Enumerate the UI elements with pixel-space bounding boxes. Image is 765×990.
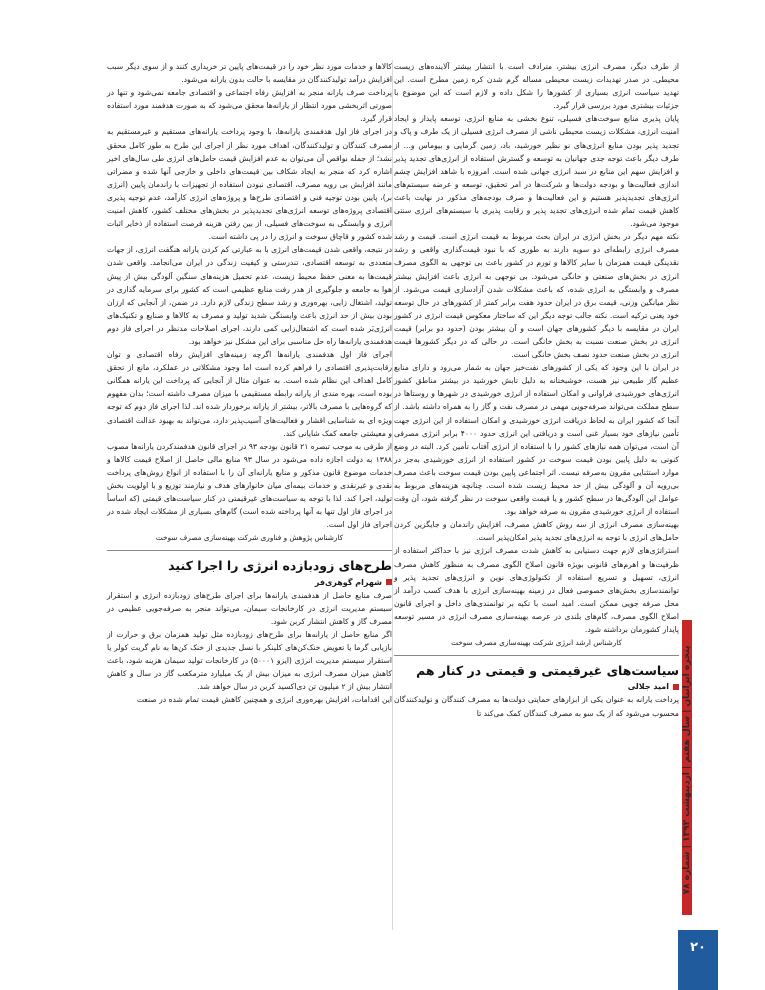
page-number: ۲۰ (678, 930, 718, 990)
paragraph: اگر منابع حاصل از یارانه‌ها برای طرح‌های زودبازده مثل تولید همزمان برق و حرارت از بازیابی گرما یا تعویض خنک‌کن‌های کلینکر با نسل جدیدی از خنک کن‌ها به نام گریت کولر یا استقرار سیستم مدیریت انرژی (ایزو ۵۰۰۰۱) در کارخانجات تولید سیمان هزینه شود، باعث کاهش میزان مصرف انرژی به میزان بیش از یک میلیارد مترمکعب گاز در سال و کاهش انتشار بیش از ۲ میلیون تن دی‌اکسید کربن در سال خواهد شد. (107, 629, 392, 692)
paragraph: استراتژی‌های لازم جهت دستیابی به کاهش شدت مصرف انرژی نیز با حداکثر استفاده از ظرفیت‌ها و اهرم‌های قانونی بویژه قانون اصلاح الگوی مصرف به منظور کاهش مصرف انرژی، تسهیل و تسریع استفاده از تکنولوژی‌های نوین و انرژی‌های تجدید پذیر و توانمندسازی بخش‌های خصوصی فعال در زمینه بهینه‌سازی انرژی با هدف کسب درآمد از محل صرفه جویی ممکن است. امید است با تکیه بر توانمندی‌های داخل و اجرای قانون اصلاح الگوی مصرف، گام‌های بلندی در عرصه بهینه‌سازی مصرف انرژی در مسیر توسعه پایدار کشورمان برداشته شود. (394, 546, 679, 635)
paragraph: پرداخت صرف یارانه منجر به افزایش رفاه اجتماعی و اقتصادی جامعه نمی‌شود و تنها در صورتی اثربخشی مورد انتظار از یارانه‌ها محقق می‌شود که به صورت هدفمند مورد استفاده قرار گیرد. (107, 88, 392, 124)
section-divider (107, 550, 392, 551)
paragraph: اجرای فاز اول هدفمندی یارانه‌ها اگرچه زمینه‌های افزایش رفاه اقتصادی و توان رقابت‌پذیری اقتصادی را فراهم کرده است اما وجود مشکلاتی در عملکرد، مانع از تحقق کامل اهداف این نظام شده است. به عنوان مثال از آنجایی که پرداخت این یارانه همگانی بوده است، بهره مندی از یارانه رابطه مستقیمی با میزان مصرف داشته است؛ بدان مفهوم که گروه‌هایی با مصرف بالاتر، بیشتر از یارانه برخوردار شده اند. لذا اجرای فاز دوم که توجه ویژه ای به شناسایی اقشار و فعالیت‌های آسیب‌پذیر دارد، می‌تواند به بهبود عدالت اقتصادی و معیشتی جامعه کمک شایانی کند. (106, 350, 392, 438)
paragraph: از طرف دیگر، مصرف انرژی بیشتر، مترادف است با انتشار بیشتر آلاینده‌های زیست محیطی. در صدر تهدیدات زیست محیطی مساله گرم شدن کره زمین مطرح است. این تهدید سیاست انرژی بسیاری از کشورها را شکل داده و لازم است که این موضوع با جزئیات بیشتری مورد بررسی قرار گیرد. (394, 62, 679, 111)
bullet-square-icon (673, 684, 679, 690)
article-title: طرح‌های زودبازده انرژی را اجرا کنید (168, 558, 392, 574)
author-credit: کارشناس پژوهش و فناوری شرکت بهینه‌سازی مصرف سوخت (155, 533, 344, 543)
section-divider (394, 655, 679, 656)
paragraph: در ایران با این وجود که یکی از کشورهای نفت‌خیز جهان به شمار می‌رود و دارای منابع عظیم گاز طبیعی نیز هست، خوشبختانه به دلیل تابش خورشید در بیشتر مناطق کشور انرژی‌های خورشیدی فراوانی و امکان استفاده از انرژی خورشیدی در شهرها و روستاها در سطح مملکت می‌تواند صرفه‌جویی مهمی در مصرف نفت و گاز را به همراه داشته باشد. از آنجا که کشور ایران به لحاظ دریافت انرژی خورشیدی و امکان استفاده از این انرژی جهت تأمین نیازهای خود بسیار غنی است و دریافتی این انرژی حدود ۴۰۰۰ برابر انرژی مصرفی آن است، می‌توان همه نیازهای کشور را با استفاده از انرژی آفتاب تأمین کرد. البته در وضع کنونی به دلیل پایین بودن قیمت سوخت در کشور استفاده از انرژی خورشیدی به‌جز در موارد استثنایی مقرون به‌صرفه نیست. اثر اجتماعی پایین بودن قیمت سوخت باعث مصرف بی‌رویه آن و آلودگی بیش از حد محیط زیست شده است. چنانچه هزینه‌های مربوط به عوامل این آلودگی‌ها در سطح کشور و یا قیمت واقعی سوخت در نظر گرفته شود، آن وقت استفاده از انرژی خورشیدی مقرون به صرفه خواهد بود. (394, 363, 679, 517)
paragraph: بهینه‌سازی مصرف انرژی از سه روش کاهش مصرف، افزایش راندمان و جایگزین کردن حامل‌های انرژی با توجه به انرژی‌های تجدید پذیر امکان‌پذیر است. (394, 520, 679, 543)
left-column (107, 60, 392, 707)
right-column (394, 60, 679, 720)
column-divider (392, 60, 393, 930)
author-name: امید جلالی (627, 682, 669, 692)
author-byline (394, 680, 679, 693)
paragraph: صرف منابع حاصل از هدفمندی یارانه‌ها برای اجرای طرح‌های زودبازده انرژی و استقرار سیستم مدیریت انرژی در کارخانجات سیمان، می‌تواند منجر به صرفه‌جویی عظیمی در مصرف گاز و کاهش انتشار کربن شود. (107, 590, 392, 626)
author-byline (107, 576, 392, 589)
bullet-square-icon (386, 579, 392, 585)
issue-label: پنجره ایرانیان | سال هفتم | اردیبهشت ۱۳۹۲ | شماره ۷۸ (682, 645, 692, 895)
article-title: سیاست‌های غیرقیمتی و قیمتی در کنار هم (416, 663, 679, 679)
paragraph: در اجرای فاز اول هدفمندی یارانه‌ها، با وجود پرداخت یارانه‌های مستقیم و غیرمستقیم به مصرف کنندگان و تولیدکنندگان، اهداف مورد نظر از اجرای این طرح به طور کامل محقق نشد؛ از جمله نواقص آن می‌توان به عدم افزایش قیمت حامل‌های انرژی طی سال‌های اخیر اشاره کرد که منجر به ایجاد شکاف بین قیمت‌های داخلی و خارجی آنها شده و مضراتی مانند افزایش بی رویه مصرف، اقتصادی نبودن استفاده از تجهیزات با راندمان پایین (انرژی بر)، پایین بودن توجیه فنی و اقتصادی طرح‌ها و پروژه‌های انرژی کارآمد، عدم توجیه پذیری اقتصادی پروژه‌های توسعه انرژی‌های تجدیدپذیر در بخش‌های مختلف کشور، کاهش امنیت انرژی و وابستگی به سوخت‌های فسیلی، از بین رفتن هزینه فرصت استفاده از ذخایر اثبات شده کشور و قاچاق سوخت و انرژی را در پی داشته است. (107, 127, 392, 242)
author-credit: کارشناس ارشد انرژی شرکت بهینه‌سازی مصرف سوخت (451, 638, 622, 648)
paragraph: نکته مهم دیگر در بخش انرژی در ایران بحث مربوط به قیمت انرژی است. قیمت و رشد مصرف انرژی رابطه‌ای دو سویه دارند به طوری که با نبود قیمت‌گذاری واقعی و رشد نقدینگی قیمت همزمان با سایر کالاها و تورم در کشور باعث بی توجهی به الگوی مصرف انرژی در بخش‌های صنعتی و خانگی می‌شود. بی توجهی به انرژی باعث افزایش بیشتر مصرف و وابستگی به انرژی شده، که باعث مشکلات شدن آزادسازی قیمت می‌شود. از نظر میانگین وزنی، قیمت برق در ایران حدود هفت برابر کمتر از کشورهای در حال توسعه خود یعنی ترکیه است. نکته جالب توجه دیگر این که ساختار معکوس قیمت انرژی در کشور ایران در مقایسه با دیگر کشورهای جهان است و آن بیشتر بودن (حدود دو برابر) قیمت انرژی در بخش صنعت نسبت به بخش خانگی است. در حالی که در دیگر کشورها قیمت انرژی در بخش صنعت حدود نصف بخش خانگی است. (394, 232, 679, 360)
paragraph: این اقدامات، افزایش بهره‌وری انرژی و همچنین کاهش قیمت تمام شده در صنعت (136, 695, 392, 705)
paragraph: پرداخت یارانه به عنوان یکی از ابزارهای حمایتی دولت‌ها به مصرف کنندگان و تولیدکنندگان محسوب می‌شود که از یک سو به مصرف کنندگان کمک می‌کند تا (394, 695, 679, 718)
paragraph: کالاها و خدمات مورد نظر خود را در قیمت‌های پایین تر خریداری کنند و از سوی دیگر سبب افزایش درآمد تولیدکنندگان در مقایسه با حالت بدون یارانه می‌شود. (107, 62, 392, 85)
paragraph: پایان پذیری منابع سوخت‌های فسیلی، تنوع بخشی به منابع انرژی، توسعه پایدار و ایجاد امنیت انرژی، مشکلات زیست محیطی ناشی از مصرف انرژی فسیلی از یک طرف و پاک و تجدید پذیر بودن منابع انرژی‌های نو نظیر خورشید، باد، زمین گرمایی و بیوماس و... از طرف دیگر باعث توجه جدی جهانیان به توسعه و گسترش استفاده از انرژی‌های تجدید پذیر و افزایش سهم این منابع در سبد انرژی جهانی شده است. امروزه با شاهد افزایش چشم اندازی فعالیت‌ها و بودجه دولت‌ها و شرکت‌ها در امر تحقیق، توسعه و عرضه سیستم‌های انرژی‌های تجدیدپذیر هستیم و این فعالیت‌ها و صرف بودجه‌های مذکور در نهایت باعث کاهش قیمت تمام شده انرژی‌های تجدید پذیر و رقابت پذیری با سیستم‌های انرژی سنتی موجود می‌شود. (394, 114, 679, 229)
paragraph: در نتیجه، واقعی شدن قیمت‌های انرژی با به عبارتی کم کردن یارانه هنگفت انرژی، از جهات متعددی به توسعه اقتصادی، تندرستی و کیفیت زندگی در ایران می‌انجامد. واقعی شدن قیمت‌ها به معنی حفظ محیط زیست، عدم تحمیل هزینه‌های سنگین آلودگی بیش از پیش هوا به جامعه و جلوگیری از هدر رفت منابع عظیمی است که کشور برای سرمایه گذاری در تولید، اشتغال زایی، بهره‌وری و رشد سطح زندگی لازم دارد. در ضمن، از آنجایی که ارزان بودن بیش از حد انرژی باعث وابستگی شدید تولید و مصرف به کالاها و صنایع و تکنیک‌های انرژی‌بَر شده است که اشتغال‌زایی کمی دارند، اجرای اصلاحات مدنظر در اجرای فاز دوم هدفمندی یارانه‌ها راه حل مناسبی برای این مشکل نیز خواهد بود. (107, 245, 392, 346)
paragraph: از طرفی به موجب تبصره ۲۱ قانون بودجه ۹۳ در اجرای قانون هدفمندکردن یارانه‌ها مصوب ۱۳۸۸ به دولت اجازه داده می‌شود در سال ۹۳ منابع مالی حاصل از اصلاح قیمت کالاها و خدمات موضوع قانون مذکور و منابع یارانه‌ای آن را با استفاده از انواع روش‌های پرداخت نقدی و غیرنقدی و خدمات بیمه‌ای میان خانوارهای هدف و نیازمند توزیع و با اولویت بخش تولید، اجرا کند. لذا با توجه به سیاست‌های غیرقیمتی در کنار سیاست‌های قیمتی (که اساساً در اجرای فاز اول تنها به آنها پرداخته شده است) گام‌های بسیاری از مشکلات ایجاد شده در اجرای فاز اول است. (107, 441, 392, 530)
author-name: شهرام گوهری‌فر (314, 577, 382, 587)
